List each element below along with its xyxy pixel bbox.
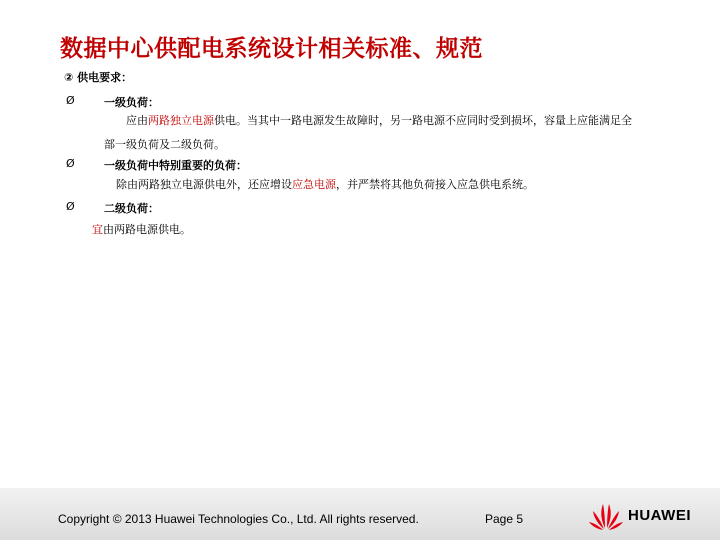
item2-line1 (116, 176, 534, 192)
section-heading (64, 69, 132, 85)
item1-line2: 部一级负荷及二级负荷。 (104, 138, 225, 151)
brand-name: HUAWEI (628, 507, 691, 524)
item1-line1-post: 供电。当其中一路电源发生故障时，另一路电源不应同时受到损坏，容量上应能满足全 (214, 114, 632, 127)
item1-line1-pre: 应由 (126, 114, 148, 127)
huawei-logo (588, 498, 706, 532)
item3-line1 (92, 221, 191, 237)
footer-bar (0, 488, 720, 540)
bullet-arrow-icon: Ø (66, 157, 75, 170)
item2-heading: 一级负荷中特别重要的负荷： (104, 159, 247, 172)
page-number: Page 5 (485, 512, 524, 526)
section-marker: ② (64, 71, 74, 84)
item2-line1-pre: 除由两路独立电源供电外，还应增设 (116, 178, 292, 191)
slide-title: 数据中心供配电系统设计相关标准、规范 (60, 36, 483, 62)
item1-line1-highlight: 两路独立电源 (148, 114, 214, 127)
item2-line1-post: ，并严禁将其他负荷接入应急供电系统。 (336, 178, 534, 191)
section-heading-text: 供电要求： (77, 71, 133, 84)
bullet-arrow-icon: Ø (66, 200, 75, 213)
item3-line1-post: 由两路电源供电。 (103, 223, 191, 236)
bullet-arrow-icon: Ø (66, 94, 75, 107)
item1-line1 (126, 112, 632, 128)
item3-heading: 二级负荷： (104, 202, 159, 215)
item2-line1-highlight: 应急电源 (292, 178, 336, 191)
item3-line1-highlight: 宜 (92, 223, 103, 236)
huawei-flower-icon (588, 498, 624, 532)
item1-heading: 一级负荷： (104, 96, 159, 109)
copyright-text: Copyright © 2013 Huawei Technologies Co., Ltd. All rights reserved. (58, 512, 419, 526)
